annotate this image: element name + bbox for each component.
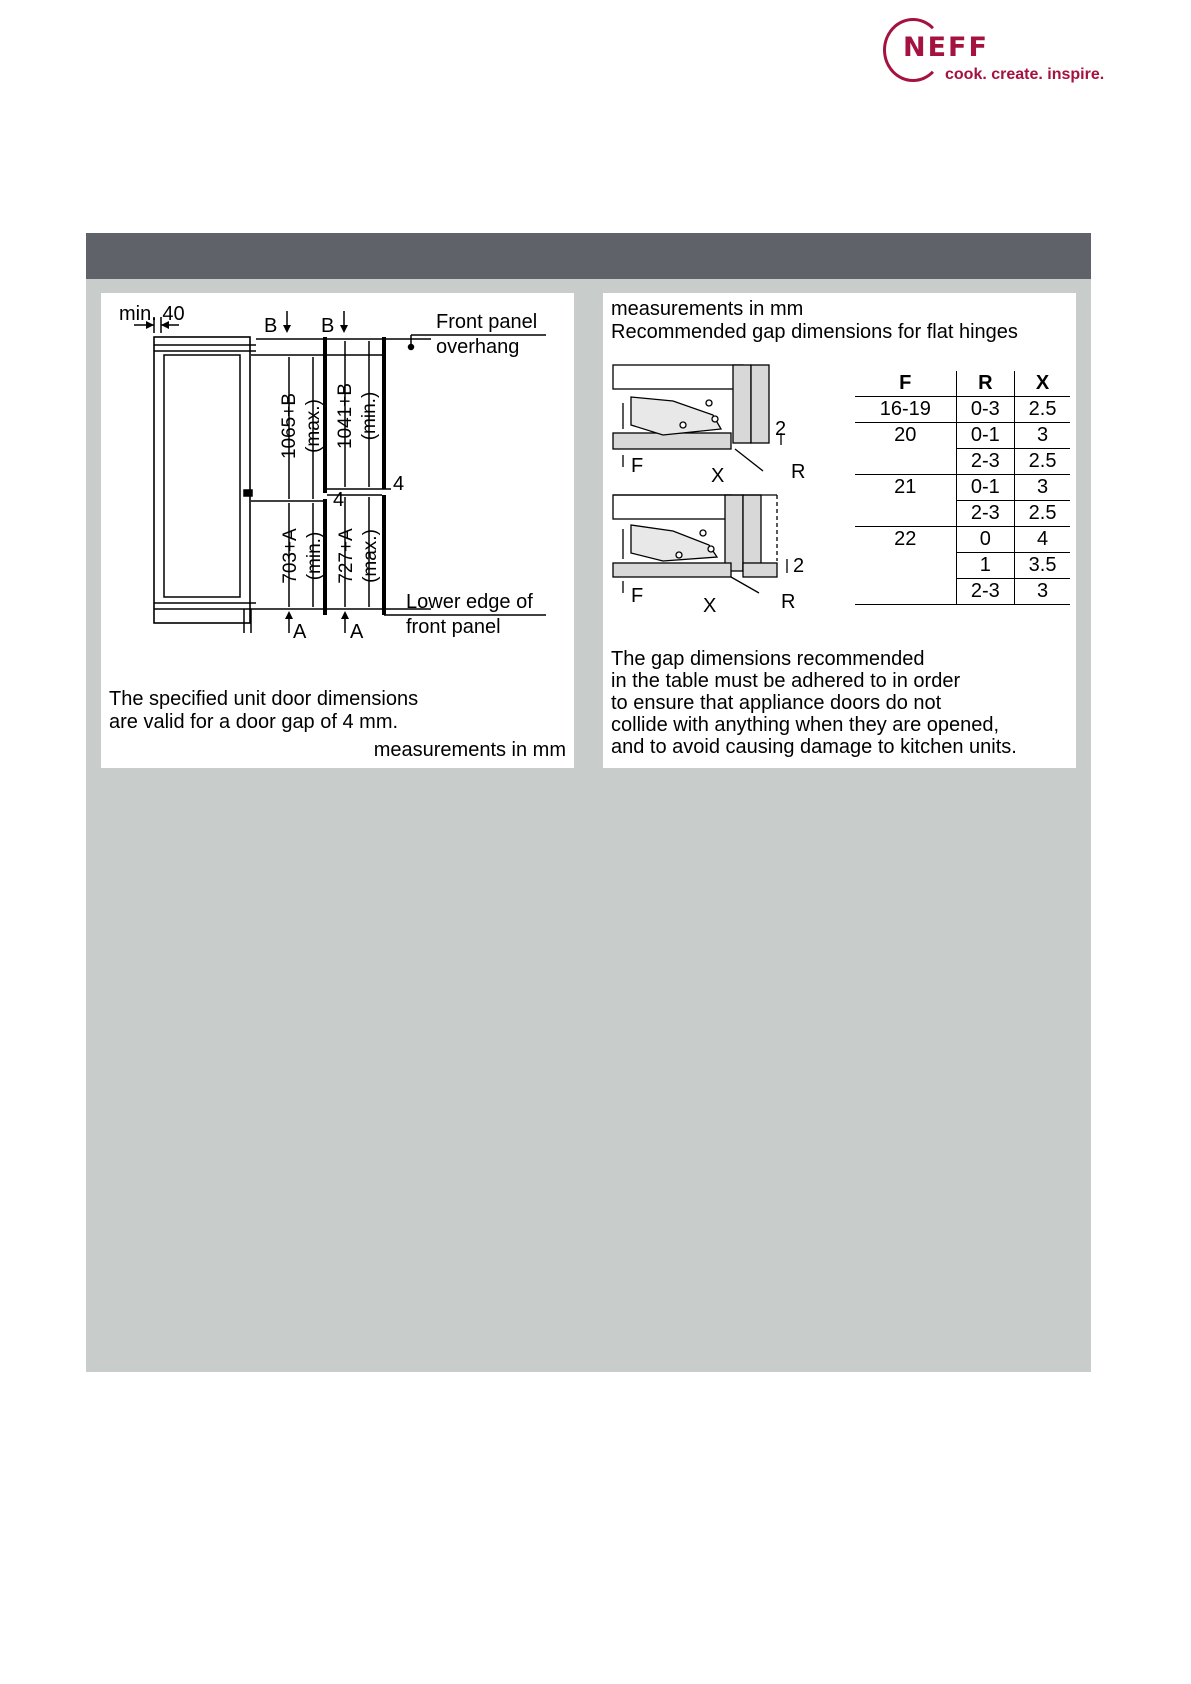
- table-header-f: F: [855, 371, 956, 397]
- gap-note-line-1: The gap dimensions recommended: [611, 648, 925, 670]
- gap-note-line-2: in the table must be adhered to in order: [611, 670, 961, 692]
- installation-dimensions-panel: [101, 293, 574, 768]
- table-cell-r: 0-1: [956, 423, 1015, 449]
- dim-727-label: 727+A: [336, 528, 357, 584]
- hinge-label-r-top: R: [791, 461, 806, 483]
- table-cell-f: [855, 553, 956, 579]
- table-cell-x: 4: [1015, 527, 1070, 553]
- table-cell-x: 3.5: [1015, 553, 1070, 579]
- hinge-gap-panel: [603, 293, 1076, 768]
- table-cell-f: [855, 501, 956, 527]
- front-panel-lower-label: front panel: [406, 616, 501, 638]
- b-label-2: B: [321, 315, 335, 337]
- table-cell-x: 3: [1015, 475, 1070, 501]
- table-row: [855, 475, 1070, 501]
- table-cell-f: 22: [894, 528, 917, 551]
- gap-note-line-4: collide with anything when they are opened,: [611, 714, 1000, 736]
- dim-727-note: (max.): [360, 529, 381, 583]
- dim-703-label: 703+A: [280, 528, 301, 584]
- hinge-gap-table: [855, 371, 1070, 605]
- table-header-x: X: [1015, 371, 1070, 397]
- a-label-2: A: [350, 621, 364, 643]
- units-label-left: measurements in mm: [373, 739, 566, 761]
- table-cell-r: 0: [956, 527, 1015, 553]
- table-cell-r: 2-3: [956, 501, 1015, 527]
- table-cell-r: 1: [956, 553, 1015, 579]
- table-cell-f: [855, 449, 956, 475]
- dim-1065-note: (max.): [303, 399, 324, 453]
- table-row: [855, 579, 1070, 605]
- door-note-line-1: The specified unit door dimensions: [109, 688, 419, 710]
- table-row: [855, 397, 1070, 423]
- gap-note-line-5: and to avoid causing damage to kitchen units.: [611, 736, 1017, 758]
- a-label-1: A: [293, 621, 307, 643]
- table-header-r: R: [956, 371, 1015, 397]
- lower-edge-label: Lower edge of: [406, 591, 533, 613]
- table-cell-f: [855, 579, 956, 605]
- table-row: [855, 449, 1070, 475]
- hinge-label-x-top: X: [711, 465, 725, 487]
- hinge-gap-title: Recommended gap dimensions for flat hinges: [611, 321, 1018, 343]
- table-row: [855, 527, 1070, 553]
- table-cell-f: 20: [894, 424, 917, 447]
- neff-logo: [883, 18, 1133, 88]
- door-note-line-2: are valid for a door gap of 4 mm.: [109, 711, 399, 733]
- dim-1041-note: (min.): [359, 391, 380, 441]
- dim-703-note: (min.): [304, 531, 325, 581]
- logo-word: NEFF: [903, 32, 989, 63]
- min-clearance-label: min. 40: [119, 303, 185, 325]
- gap-note-line-3: to ensure that appliance doors do not: [611, 692, 942, 714]
- table-cell-r: 2-3: [956, 449, 1015, 475]
- section-header-bar: [86, 233, 1091, 279]
- table-cell-x: 3: [1015, 579, 1070, 605]
- table-row: [855, 423, 1070, 449]
- b-label-1: B: [264, 315, 278, 337]
- overhang-label: overhang: [436, 336, 520, 358]
- table-cell-x: 2.5: [1015, 501, 1070, 527]
- table-cell-r: 0-1: [956, 475, 1015, 501]
- units-label-right: measurements in mm: [611, 298, 804, 320]
- hinge-label-f-top: F: [631, 455, 644, 477]
- logo-tagline: cook. create. inspire.: [945, 66, 1105, 83]
- front-panel-label: Front panel: [436, 311, 538, 333]
- hinge-label-2-top: 2: [775, 418, 787, 440]
- hinge-label-r-bottom: R: [781, 591, 796, 613]
- flat-hinge-diagrams: [603, 363, 843, 623]
- hinge-label-f-bottom: F: [631, 585, 644, 607]
- table-row: [855, 553, 1070, 579]
- table-cell-f: 21: [894, 476, 917, 499]
- table-cell-x: 3: [1015, 423, 1070, 449]
- gap-label-4a: 4: [393, 473, 405, 495]
- gap-label-4b: 4: [333, 489, 345, 511]
- hinge-label-x-bottom: X: [703, 595, 717, 617]
- table-cell-r: 2-3: [956, 579, 1015, 605]
- dim-1041-label: 1041+B: [335, 382, 356, 450]
- table-cell-x: 2.5: [1015, 397, 1070, 423]
- hinge-label-2-bottom: 2: [793, 555, 805, 577]
- table-cell-r: 0-3: [956, 397, 1015, 423]
- table-cell-x: 2.5: [1015, 449, 1070, 475]
- table-row: [855, 501, 1070, 527]
- table-cell-f: 16-19: [855, 397, 956, 423]
- dim-1065-label: 1065+B: [279, 392, 300, 460]
